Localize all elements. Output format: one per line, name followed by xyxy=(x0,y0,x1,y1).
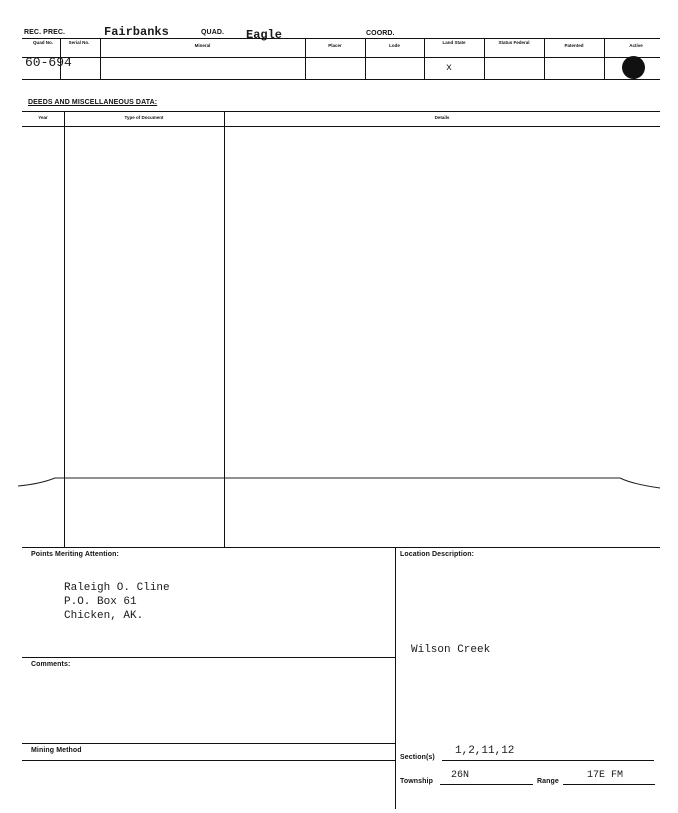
deeds-type-header: Type of Document xyxy=(124,115,164,120)
township-label: Township xyxy=(400,778,433,785)
col-placer: Placer xyxy=(328,43,342,48)
quad-value: Eagle xyxy=(246,28,283,42)
header-rule xyxy=(22,38,660,39)
section-value: 1,2,11,12 xyxy=(455,745,515,757)
range-label: Range xyxy=(537,778,559,785)
points-line-2: P.O. Box 61 xyxy=(64,596,137,608)
deeds-header-rule xyxy=(22,126,660,127)
quad-serial-value: 60-694 xyxy=(25,55,72,70)
rec-prec-value: Fairbanks xyxy=(104,25,169,39)
col-patented: Patented xyxy=(564,43,584,48)
col-divider xyxy=(604,38,605,79)
deeds-top-rule xyxy=(22,111,660,112)
comments-label: Comments: xyxy=(31,661,71,668)
coord-label: COORD. xyxy=(366,30,395,37)
col-active: Active xyxy=(629,43,643,48)
section-label: Section(s) xyxy=(400,754,435,761)
township-underline xyxy=(440,784,533,785)
land-state-mark: x xyxy=(446,63,453,74)
col-quad-no: Quad No. xyxy=(33,40,53,45)
column-header-rule xyxy=(22,57,660,58)
location-label: Location Description: xyxy=(400,551,475,558)
col-status-federal: Status Federal xyxy=(498,40,530,45)
deeds-details-header: Details xyxy=(434,115,450,120)
deeds-year-header: Year xyxy=(38,115,48,120)
mining-rule xyxy=(22,743,395,744)
points-line-1: Raleigh O. Cline xyxy=(64,582,170,594)
mining-under-rule xyxy=(22,760,395,761)
points-line-3: Chicken, AK. xyxy=(64,610,144,622)
comments-rule xyxy=(22,657,395,658)
col-divider xyxy=(484,38,485,79)
lower-center-divider xyxy=(395,547,396,809)
col-divider xyxy=(424,38,425,79)
location-value: Wilson Creek xyxy=(411,644,491,656)
col-serial-no: Serial No. xyxy=(68,40,90,45)
col-mineral: Mineral xyxy=(194,43,211,48)
col-lode: Lode xyxy=(389,43,400,48)
mining-label: Mining Method xyxy=(31,747,82,754)
quad-label: QUAD. xyxy=(201,29,225,36)
record-row-rule xyxy=(22,79,660,80)
points-label: Points Meriting Attention: xyxy=(31,551,119,558)
deeds-bottom-rule xyxy=(22,547,660,548)
col-land-state: Land State xyxy=(442,40,466,45)
active-dot xyxy=(622,56,645,79)
deeds-title: DEEDS AND MISCELLANEOUS DATA: xyxy=(28,99,158,106)
range-underline xyxy=(563,784,655,785)
cut-line xyxy=(0,470,678,500)
range-value: 17E FM xyxy=(587,770,624,781)
section-underline xyxy=(442,760,654,761)
rec-prec-label: REC. PREC. xyxy=(24,29,66,36)
township-value: 26N xyxy=(451,770,470,781)
